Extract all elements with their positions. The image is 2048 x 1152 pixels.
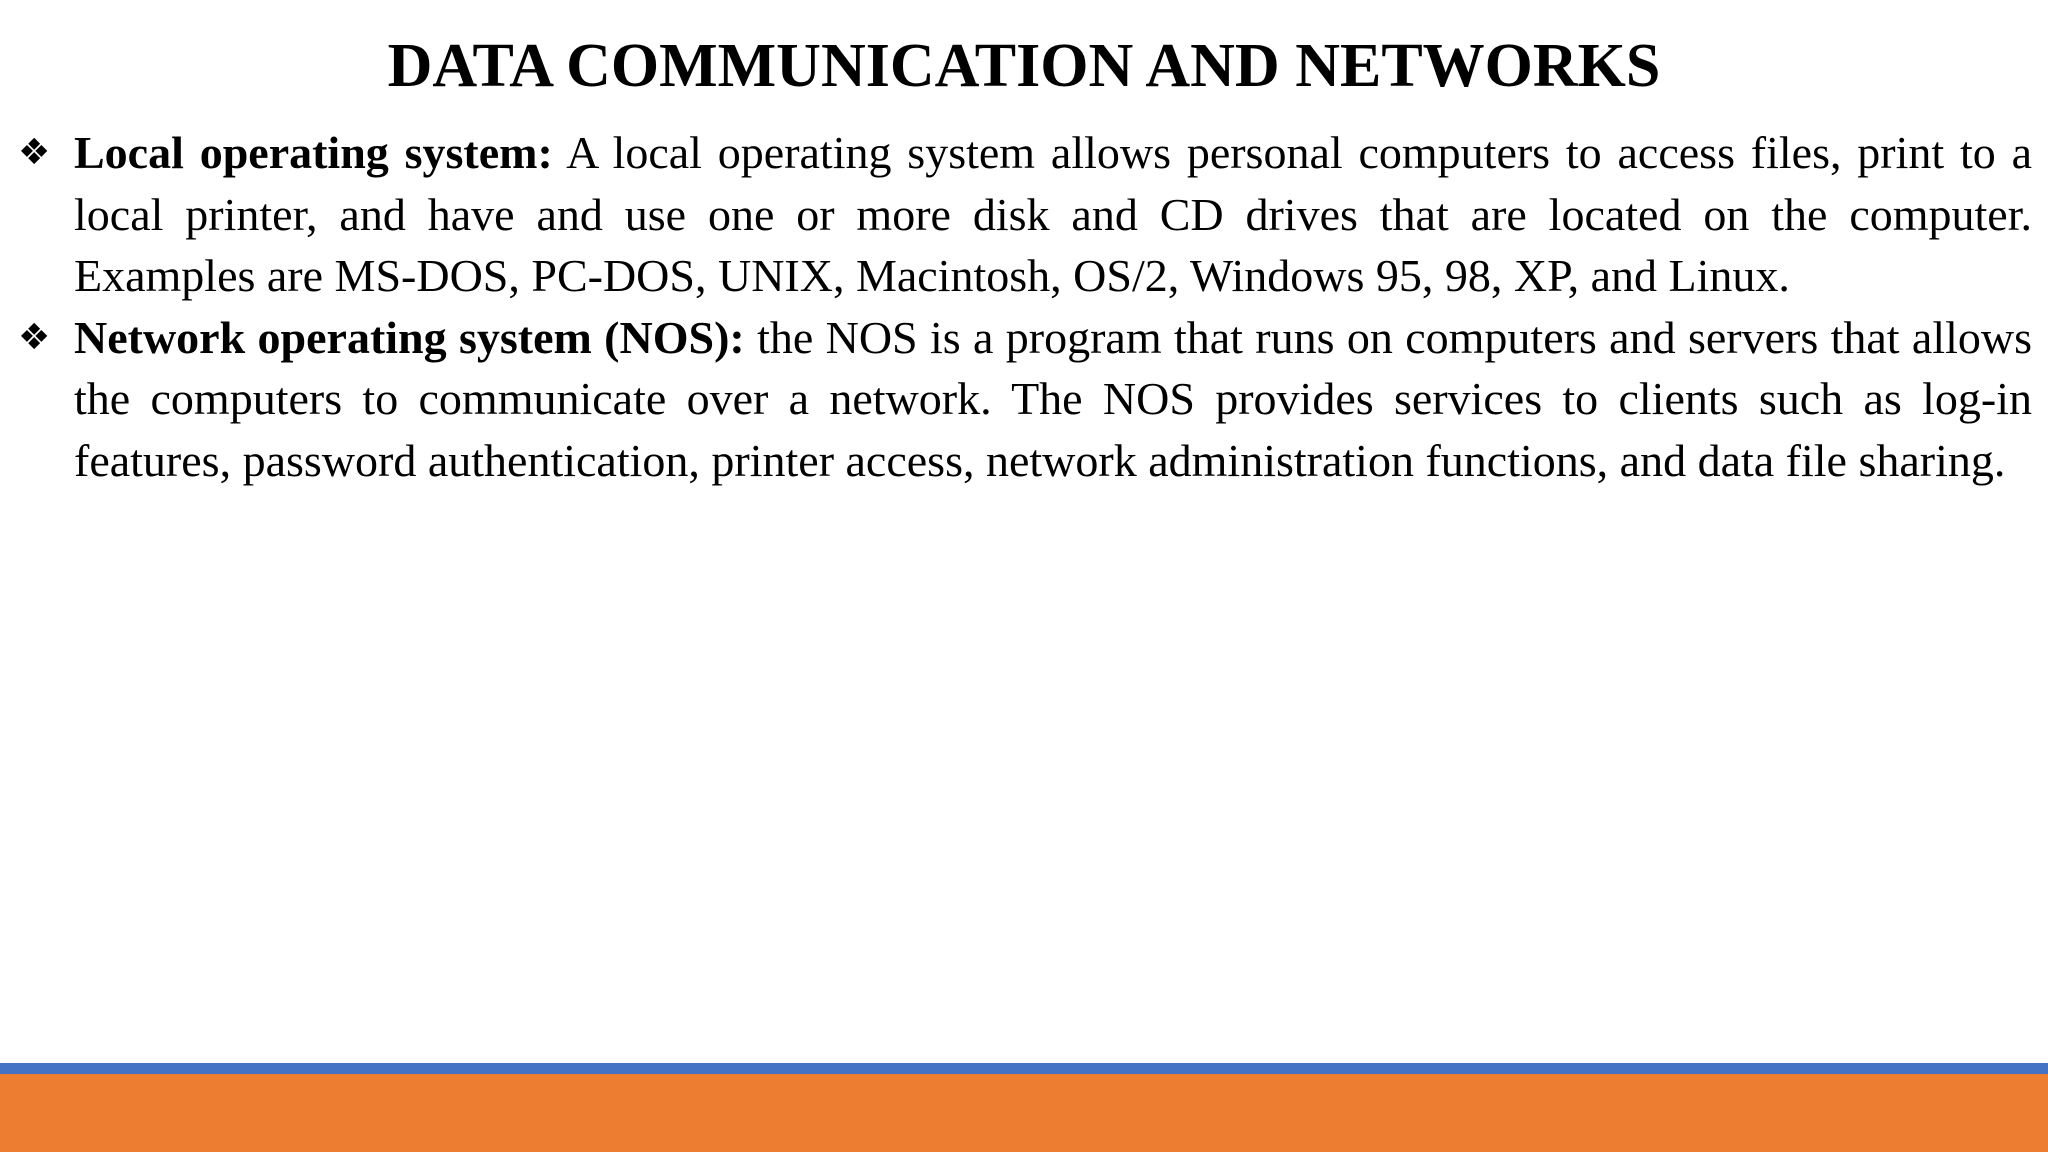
bullet-text: A local operating system allows personal computers to access files, print to a local printer, and have and use one or more disk and CD drives that are located on the computer. Examples are MS-DOS, PC-DOS, UNIX, Macintosh, OS/2, Windows 95, 98, XP, and Linux. (74, 127, 2033, 301)
slide-title: DATA COMMUNICATION AND NETWORKS (387, 32, 1661, 100)
diamond-bullet-icon: ❖ (18, 316, 51, 358)
footer-blue-stripe (0, 1063, 2048, 1074)
bullet-term: Local operating system: (74, 127, 553, 178)
footer-orange-band (0, 1074, 2048, 1152)
bullet-network-os (0, 307, 2048, 492)
bullet-local-os (0, 122, 2048, 307)
bullet-list (0, 122, 2048, 491)
bullet-text: the NOS is a program that runs on computers and servers that allows the computers to communicate over a network. The NOS provides services to clients such as log-in features, password authentication, printer access, network administration functions, and data file sharing. (74, 311, 2032, 486)
diamond-bullet-icon: ❖ (18, 132, 51, 173)
bullet-term: Network operating system (NOS): (74, 311, 745, 363)
